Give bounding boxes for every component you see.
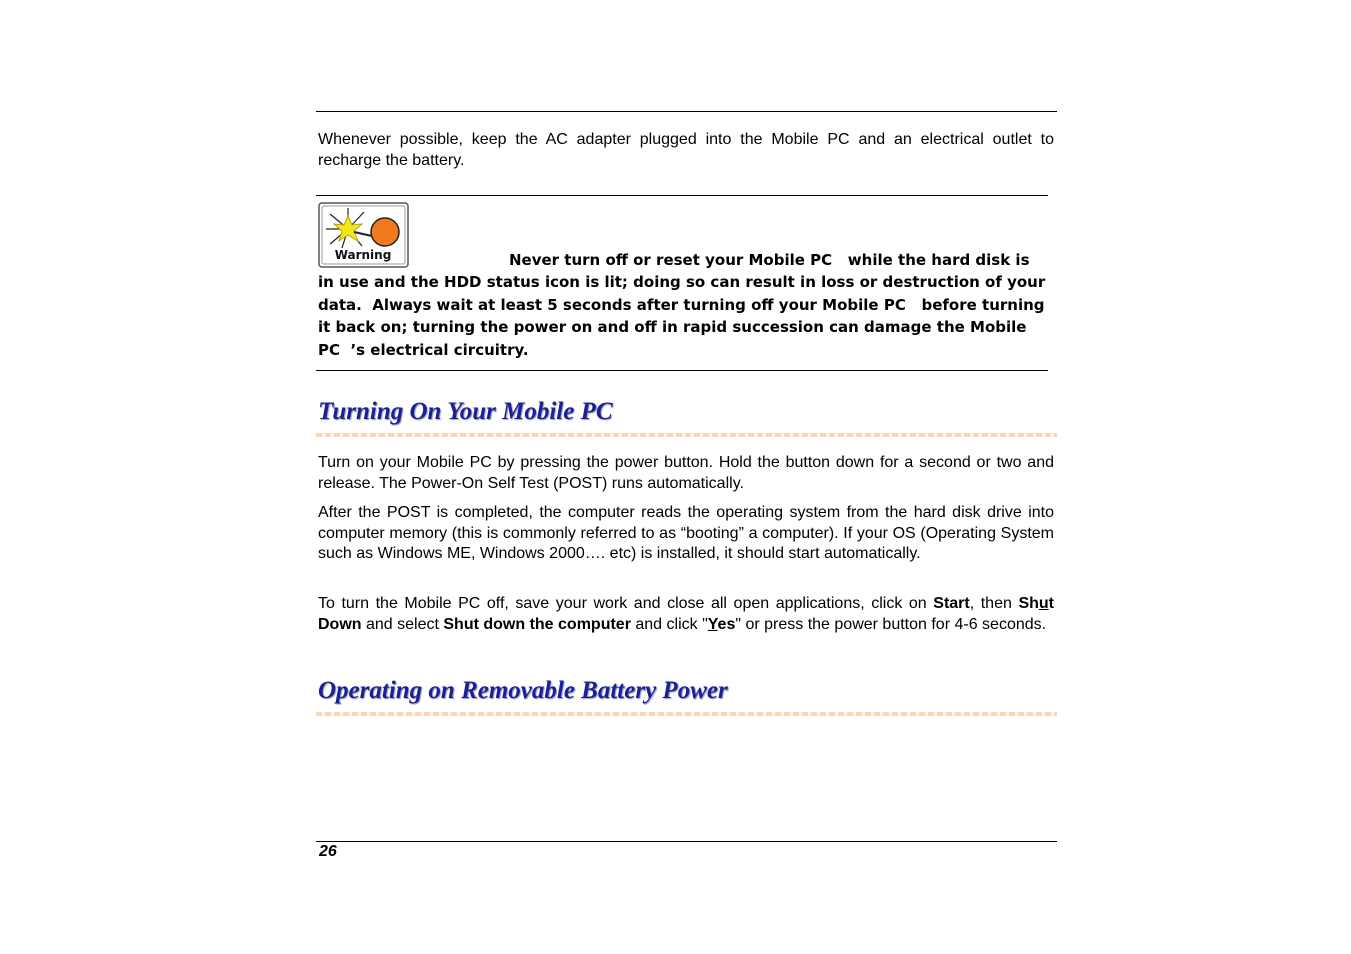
warning-bottom-rule (316, 370, 1048, 371)
warning-icon-label: Warning (334, 248, 392, 262)
warning-icon (318, 202, 409, 268)
section-heading-turning-on: Turning On Your Mobile PC (318, 398, 613, 425)
heading-underline (316, 712, 1057, 716)
top-rule (316, 111, 1057, 112)
page-number: 26 (319, 843, 337, 860)
paragraph-post: After the POST is completed, the computer reads the operating system from the hard disk drive into computer memory (this is commonly referred to as “booting” a computer). If your OS (Operating System such as Windows ME, Windows 2000…. etc) is installed, it should start automatically. (318, 504, 1054, 562)
paragraph-power-on: Turn on your Mobile PC by pressing the power button. Hold the button down for a second or two and release. The Power-On Self Test (POST) runs automatically. (318, 454, 1054, 492)
warning-text: in use and the HDD status icon is lit; doing so can result in loss or destruction of your data. Always wait at least 5 seconds after turning off your Mobile PC before turning it back on; turning the power on and off in rapid succession can damage the Mobile PC ’s electrical circuitry. (318, 273, 1051, 359)
yes-label: Yes (707, 615, 736, 633)
warning-first-line: Never turn off or reset your Mobile PC while the hard disk is (509, 251, 1030, 269)
footer-rule (316, 841, 1057, 842)
warning-top-rule (316, 195, 1048, 196)
shut-down-computer-label: Shut down the computer (443, 615, 631, 633)
section-heading-battery: Operating on Removable Battery Power (318, 677, 728, 704)
intro-paragraph: Whenever possible, keep the AC adapter plugged into the Mobile PC and an electrical outlet to recharge the battery. (318, 131, 1054, 169)
start-label: Start (933, 595, 970, 612)
paragraph-turn-off: To turn the Mobile PC off, save your work and close all open applications, click on Start, then Shut Down and select Shut down the computer and click "Yes" or press the power button for 4-6 seconds. (318, 595, 1054, 633)
heading-underline (316, 433, 1057, 437)
shut-down-label: Shut Down (318, 595, 1054, 633)
